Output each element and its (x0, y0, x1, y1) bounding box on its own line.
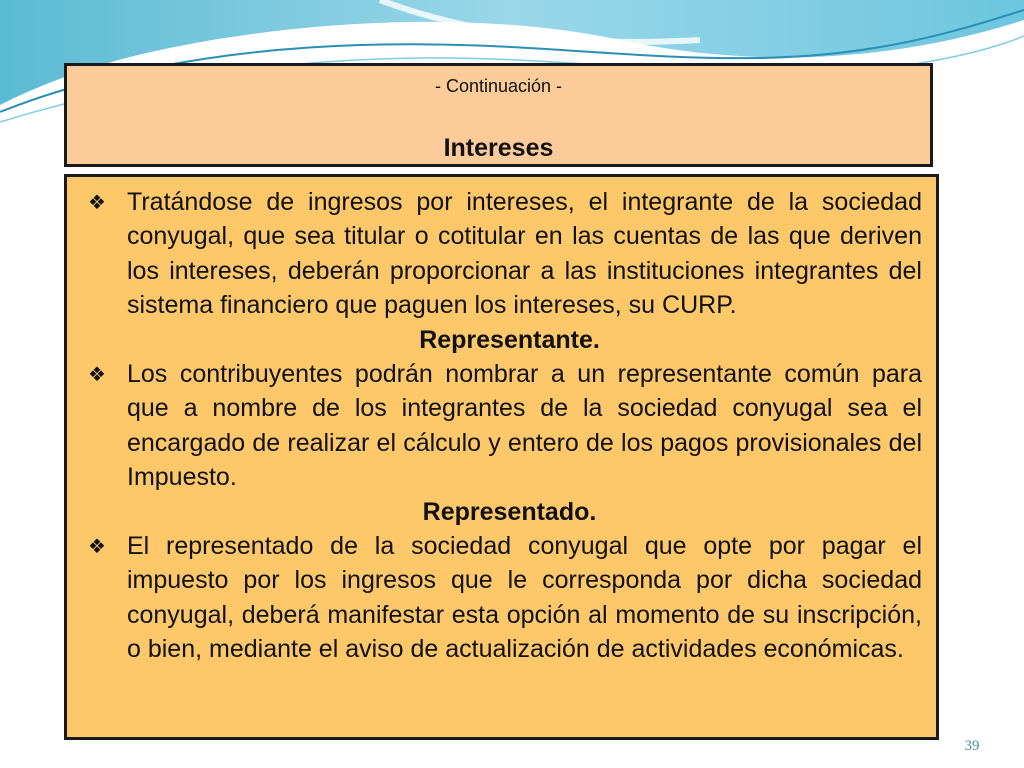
diamond-bullet-icon: ❖ (88, 362, 106, 387)
header-box (64, 63, 933, 167)
content-box (64, 174, 939, 740)
diamond-bullet-icon: ❖ (88, 190, 106, 214)
section-heading: Representado. (422, 497, 597, 526)
bullet-text: Los contribuyentes podrán nombrar a un representante común para que a nombre de los integrantes de la sociedad conyugal sea el encargado de realizar el cálculo y entero de los pagos provisionales del Impuesto. (127, 360, 922, 492)
diamond-bullet-icon: ❖ (88, 534, 106, 559)
bullet-item (67, 357, 922, 495)
section-heading: Representante. (419, 325, 600, 354)
bullet-text: El representado de la sociedad conyugal que opte por pagar el impuesto por los ingresos que le corresponda por dicha sociedad conyugal, deberá manifestar esta opción al momento de su inscripción, o bien, mediante el aviso de actualización de actividades económicas. (127, 532, 922, 664)
slide-title: Intereses (443, 134, 554, 162)
bullet-item (67, 529, 922, 667)
continuation-label: - Continuación - (434, 76, 563, 96)
bullet-item (67, 185, 922, 323)
bullet-text: Tratándose de ingresos por intereses, el integrante de la sociedad conyugal, que sea titular o cotitular en las cuentas de las que deriven los intereses, deberán proporcionar a las instituciones integrantes del sistema financiero que paguen los intereses, su CURP. (127, 188, 922, 320)
page-number: 39 (964, 738, 980, 754)
